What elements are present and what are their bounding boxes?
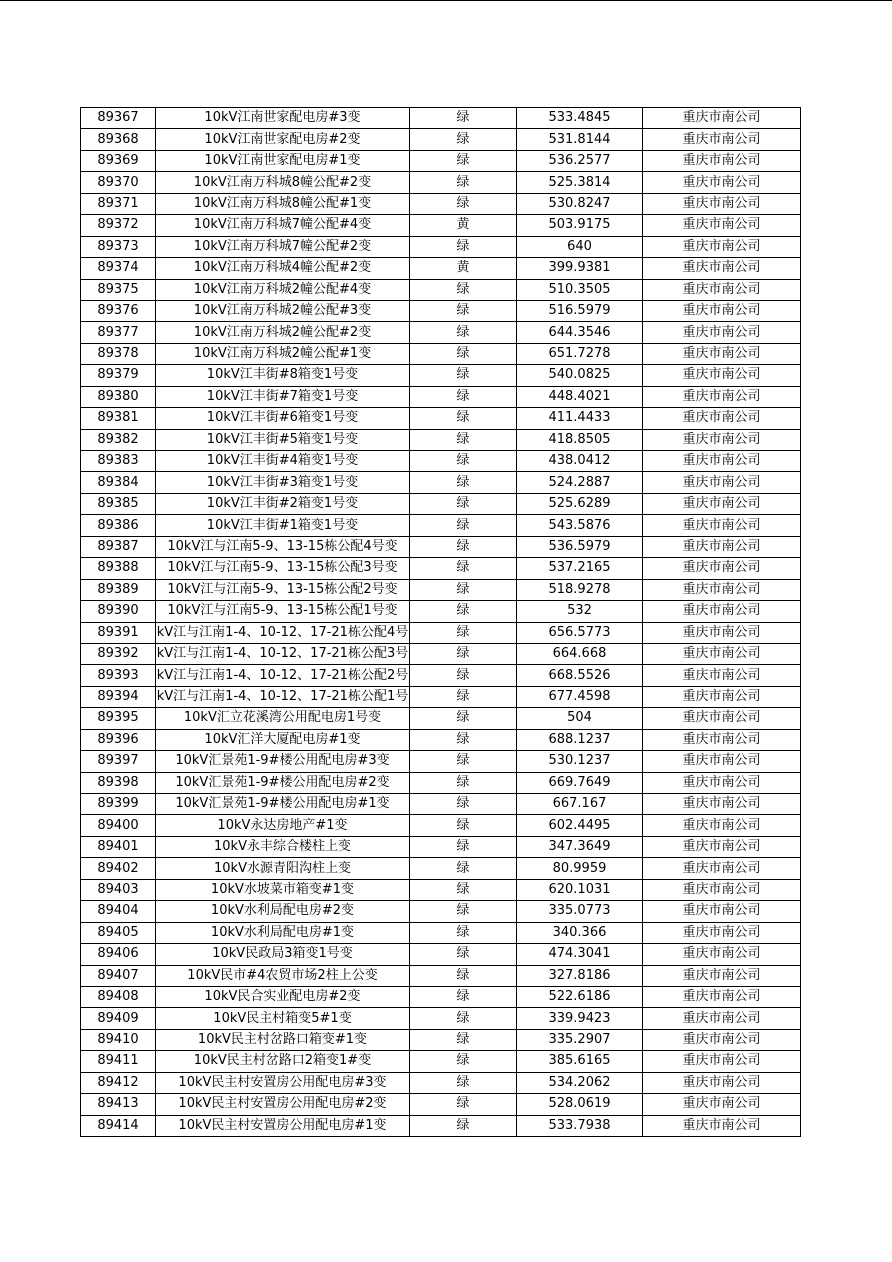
cell-name: kV江与江南1-4、10-12、17-21栋公配1号 <box>156 686 410 707</box>
cell-id: 89395 <box>81 708 156 729</box>
table-row <box>81 408 801 429</box>
cell-company: 重庆市南公司 <box>643 343 801 364</box>
cell-status: 绿 <box>410 601 517 622</box>
cell-value: 537.2165 <box>517 558 643 579</box>
cell-name: 10kV江南世家配电房#1变 <box>156 150 410 171</box>
cell-company: 重庆市南公司 <box>643 129 801 150</box>
table-row <box>81 193 801 214</box>
table-row <box>81 451 801 472</box>
table-row <box>81 129 801 150</box>
cell-company: 重庆市南公司 <box>643 451 801 472</box>
table-row <box>81 536 801 557</box>
cell-value: 522.6186 <box>517 986 643 1007</box>
cell-company: 重庆市南公司 <box>643 1029 801 1050</box>
cell-status: 绿 <box>410 965 517 986</box>
table-row <box>81 365 801 386</box>
cell-status: 绿 <box>410 386 517 407</box>
table-row <box>81 493 801 514</box>
cell-status: 绿 <box>410 1008 517 1029</box>
cell-company: 重庆市南公司 <box>643 386 801 407</box>
cell-status: 绿 <box>410 729 517 750</box>
cell-id: 89368 <box>81 129 156 150</box>
cell-value: 339.9423 <box>517 1008 643 1029</box>
cell-company: 重庆市南公司 <box>643 215 801 236</box>
table-row <box>81 1029 801 1050</box>
cell-status: 绿 <box>410 193 517 214</box>
cell-value: 411.4433 <box>517 408 643 429</box>
table-row <box>81 386 801 407</box>
cell-company: 重庆市南公司 <box>643 1008 801 1029</box>
cell-id: 89404 <box>81 901 156 922</box>
cell-value: 347.3649 <box>517 836 643 857</box>
cell-value: 534.2062 <box>517 1072 643 1093</box>
cell-id: 89388 <box>81 558 156 579</box>
cell-status: 黄 <box>410 215 517 236</box>
cell-company: 重庆市南公司 <box>643 322 801 343</box>
cell-company: 重庆市南公司 <box>643 965 801 986</box>
transformer-table <box>80 107 801 1137</box>
cell-id: 89387 <box>81 536 156 557</box>
cell-id: 89390 <box>81 601 156 622</box>
cell-value: 530.1237 <box>517 751 643 772</box>
cell-id: 89400 <box>81 815 156 836</box>
cell-id: 89392 <box>81 643 156 664</box>
table-row <box>81 1115 801 1136</box>
table-row <box>81 858 801 879</box>
cell-company: 重庆市南公司 <box>643 1094 801 1115</box>
cell-value: 651.7278 <box>517 343 643 364</box>
cell-status: 绿 <box>410 1115 517 1136</box>
cell-status: 绿 <box>410 365 517 386</box>
cell-id: 89385 <box>81 493 156 514</box>
cell-status: 绿 <box>410 1051 517 1072</box>
cell-name: 10kV水利局配电房#2变 <box>156 901 410 922</box>
cell-status: 绿 <box>410 429 517 450</box>
cell-id: 89373 <box>81 236 156 257</box>
cell-status: 绿 <box>410 751 517 772</box>
cell-status: 绿 <box>410 686 517 707</box>
cell-name: 10kV民主村安置房公用配电房#3变 <box>156 1072 410 1093</box>
cell-company: 重庆市南公司 <box>643 815 801 836</box>
table-row <box>81 150 801 171</box>
cell-name: 10kV汇洋大厦配电房#1变 <box>156 729 410 750</box>
cell-id: 89403 <box>81 879 156 900</box>
cell-id: 89376 <box>81 300 156 321</box>
cell-name: 10kV江丰街#2箱变1号变 <box>156 493 410 514</box>
cell-company: 重庆市南公司 <box>643 558 801 579</box>
table-row <box>81 665 801 686</box>
cell-name: 10kV汇景苑1-9#楼公用配电房#1变 <box>156 794 410 815</box>
cell-company: 重庆市南公司 <box>643 794 801 815</box>
cell-value: 385.6165 <box>517 1051 643 1072</box>
cell-value: 516.5979 <box>517 300 643 321</box>
table-row <box>81 215 801 236</box>
table-row <box>81 708 801 729</box>
cell-status: 绿 <box>410 408 517 429</box>
cell-id: 89386 <box>81 515 156 536</box>
cell-name: 10kV民合实业配电房#2变 <box>156 986 410 1007</box>
table-row <box>81 643 801 664</box>
cell-company: 重庆市南公司 <box>643 729 801 750</box>
table-row <box>81 1051 801 1072</box>
cell-status: 绿 <box>410 1094 517 1115</box>
table-row <box>81 1072 801 1093</box>
table-row <box>81 815 801 836</box>
cell-company: 重庆市南公司 <box>643 772 801 793</box>
cell-name: 10kV江南万科城2幢公配#4变 <box>156 279 410 300</box>
cell-id: 89402 <box>81 858 156 879</box>
cell-value: 335.0773 <box>517 901 643 922</box>
table-row <box>81 1008 801 1029</box>
cell-name: 10kV江与江南5-9、13-15栋公配4号变 <box>156 536 410 557</box>
cell-company: 重庆市南公司 <box>643 665 801 686</box>
cell-value: 543.5876 <box>517 515 643 536</box>
cell-id: 89396 <box>81 729 156 750</box>
cell-id: 89367 <box>81 108 156 129</box>
cell-name: 10kV江南万科城8幢公配#2变 <box>156 172 410 193</box>
cell-id: 89413 <box>81 1094 156 1115</box>
table-row <box>81 772 801 793</box>
cell-value: 644.3546 <box>517 322 643 343</box>
cell-value: 399.9381 <box>517 258 643 279</box>
cell-status: 绿 <box>410 836 517 857</box>
table-row <box>81 729 801 750</box>
cell-id: 89389 <box>81 579 156 600</box>
cell-company: 重庆市南公司 <box>643 879 801 900</box>
cell-status: 绿 <box>410 279 517 300</box>
cell-name: 10kV永达房地产#1变 <box>156 815 410 836</box>
cell-value: 340.366 <box>517 922 643 943</box>
cell-status: 绿 <box>410 643 517 664</box>
cell-value: 525.6289 <box>517 493 643 514</box>
cell-company: 重庆市南公司 <box>643 1072 801 1093</box>
table-row <box>81 944 801 965</box>
cell-name: 10kV江与江南5-9、13-15栋公配3号变 <box>156 558 410 579</box>
cell-status: 绿 <box>410 536 517 557</box>
cell-name: 10kV江南万科城4幢公配#2变 <box>156 258 410 279</box>
table-row <box>81 751 801 772</box>
table-row <box>81 515 801 536</box>
cell-status: 绿 <box>410 150 517 171</box>
cell-id: 89382 <box>81 429 156 450</box>
cell-id: 89369 <box>81 150 156 171</box>
cell-id: 89394 <box>81 686 156 707</box>
cell-id: 89380 <box>81 386 156 407</box>
cell-name: 10kV汇景苑1-9#楼公用配电房#3变 <box>156 751 410 772</box>
cell-company: 重庆市南公司 <box>643 944 801 965</box>
cell-id: 89408 <box>81 986 156 1007</box>
cell-name: 10kV民政局3箱变1号变 <box>156 944 410 965</box>
cell-id: 89401 <box>81 836 156 857</box>
cell-status: 绿 <box>410 879 517 900</box>
cell-status: 绿 <box>410 901 517 922</box>
cell-value: 474.3041 <box>517 944 643 965</box>
cell-value: 540.0825 <box>517 365 643 386</box>
cell-name: 10kV江丰街#6箱变1号变 <box>156 408 410 429</box>
table-row <box>81 108 801 129</box>
cell-company: 重庆市南公司 <box>643 1051 801 1072</box>
cell-id: 89375 <box>81 279 156 300</box>
table-row <box>81 343 801 364</box>
cell-value: 448.4021 <box>517 386 643 407</box>
cell-id: 89409 <box>81 1008 156 1029</box>
cell-company: 重庆市南公司 <box>643 601 801 622</box>
cell-id: 89383 <box>81 451 156 472</box>
cell-company: 重庆市南公司 <box>643 108 801 129</box>
cell-value: 504 <box>517 708 643 729</box>
cell-company: 重庆市南公司 <box>643 300 801 321</box>
cell-company: 重庆市南公司 <box>643 1115 801 1136</box>
cell-name: 10kV江南万科城2幢公配#2变 <box>156 322 410 343</box>
cell-id: 89397 <box>81 751 156 772</box>
cell-name: 10kV江丰街#5箱变1号变 <box>156 429 410 450</box>
cell-value: 536.5979 <box>517 536 643 557</box>
table-row <box>81 279 801 300</box>
cell-name: kV江与江南1-4、10-12、17-21栋公配2号 <box>156 665 410 686</box>
cell-id: 89406 <box>81 944 156 965</box>
cell-id: 89405 <box>81 922 156 943</box>
cell-name: 10kV江南世家配电房#3变 <box>156 108 410 129</box>
cell-value: 525.3814 <box>517 172 643 193</box>
cell-name: 10kV江南万科城2幢公配#1变 <box>156 343 410 364</box>
cell-id: 89370 <box>81 172 156 193</box>
cell-company: 重庆市南公司 <box>643 515 801 536</box>
cell-name: 10kV江丰街#4箱变1号变 <box>156 451 410 472</box>
table-row <box>81 236 801 257</box>
cell-name: 10kV江丰街#7箱变1号变 <box>156 386 410 407</box>
cell-status: 绿 <box>410 922 517 943</box>
table-row <box>81 901 801 922</box>
cell-id: 89384 <box>81 472 156 493</box>
cell-name: 10kV江丰街#3箱变1号变 <box>156 472 410 493</box>
cell-name: 10kV永丰综合楼柱上变 <box>156 836 410 857</box>
cell-value: 528.0619 <box>517 1094 643 1115</box>
cell-value: 668.5526 <box>517 665 643 686</box>
cell-id: 89412 <box>81 1072 156 1093</box>
cell-status: 绿 <box>410 708 517 729</box>
cell-value: 530.8247 <box>517 193 643 214</box>
cell-name: 10kV江与江南5-9、13-15栋公配2号变 <box>156 579 410 600</box>
cell-id: 89381 <box>81 408 156 429</box>
cell-value: 640 <box>517 236 643 257</box>
cell-value: 669.7649 <box>517 772 643 793</box>
cell-company: 重庆市南公司 <box>643 922 801 943</box>
cell-value: 656.5773 <box>517 622 643 643</box>
cell-company: 重庆市南公司 <box>643 622 801 643</box>
cell-status: 绿 <box>410 622 517 643</box>
table-row <box>81 794 801 815</box>
cell-name: 10kV江南万科城8幢公配#1变 <box>156 193 410 214</box>
cell-company: 重庆市南公司 <box>643 986 801 1007</box>
table-row <box>81 579 801 600</box>
cell-value: 533.4845 <box>517 108 643 129</box>
cell-status: 绿 <box>410 343 517 364</box>
table-row <box>81 558 801 579</box>
cell-value: 532 <box>517 601 643 622</box>
cell-status: 绿 <box>410 236 517 257</box>
table-row <box>81 472 801 493</box>
cell-id: 89410 <box>81 1029 156 1050</box>
cell-value: 688.1237 <box>517 729 643 750</box>
cell-status: 绿 <box>410 815 517 836</box>
cell-company: 重庆市南公司 <box>643 901 801 922</box>
cell-status: 绿 <box>410 172 517 193</box>
cell-id: 89374 <box>81 258 156 279</box>
cell-value: 667.167 <box>517 794 643 815</box>
cell-id: 89407 <box>81 965 156 986</box>
cell-status: 绿 <box>410 451 517 472</box>
cell-value: 524.2887 <box>517 472 643 493</box>
table-row <box>81 172 801 193</box>
cell-status: 绿 <box>410 472 517 493</box>
cell-name: 10kV水利局配电房#1变 <box>156 922 410 943</box>
cell-value: 677.4598 <box>517 686 643 707</box>
cell-company: 重庆市南公司 <box>643 408 801 429</box>
table-row <box>81 601 801 622</box>
cell-status: 绿 <box>410 493 517 514</box>
cell-id: 89414 <box>81 1115 156 1136</box>
cell-value: 510.3505 <box>517 279 643 300</box>
cell-id: 89379 <box>81 365 156 386</box>
cell-value: 438.0412 <box>517 451 643 472</box>
cell-value: 327.8186 <box>517 965 643 986</box>
cell-value: 80.9959 <box>517 858 643 879</box>
cell-status: 绿 <box>410 944 517 965</box>
cell-company: 重庆市南公司 <box>643 150 801 171</box>
cell-value: 620.1031 <box>517 879 643 900</box>
cell-company: 重庆市南公司 <box>643 193 801 214</box>
cell-name: 10kV民主村安置房公用配电房#1变 <box>156 1115 410 1136</box>
cell-company: 重庆市南公司 <box>643 172 801 193</box>
cell-id: 89372 <box>81 215 156 236</box>
cell-company: 重庆市南公司 <box>643 686 801 707</box>
cell-name: 10kV民主村安置房公用配电房#2变 <box>156 1094 410 1115</box>
cell-name: 10kV江南万科城7幢公配#2变 <box>156 236 410 257</box>
table-row <box>81 300 801 321</box>
cell-company: 重庆市南公司 <box>643 279 801 300</box>
cell-company: 重庆市南公司 <box>643 472 801 493</box>
cell-status: 绿 <box>410 986 517 1007</box>
cell-name: 10kV江与江南5-9、13-15栋公配1号变 <box>156 601 410 622</box>
table-body <box>81 108 801 1137</box>
cell-id: 89393 <box>81 665 156 686</box>
cell-company: 重庆市南公司 <box>643 536 801 557</box>
cell-value: 503.9175 <box>517 215 643 236</box>
cell-name: 10kV民主村岔路口2箱变1#变 <box>156 1051 410 1072</box>
table-row <box>81 1094 801 1115</box>
cell-id: 89371 <box>81 193 156 214</box>
cell-value: 418.8505 <box>517 429 643 450</box>
cell-value: 536.2577 <box>517 150 643 171</box>
cell-status: 绿 <box>410 579 517 600</box>
cell-status: 绿 <box>410 1029 517 1050</box>
cell-id: 89398 <box>81 772 156 793</box>
cell-status: 绿 <box>410 300 517 321</box>
cell-company: 重庆市南公司 <box>643 836 801 857</box>
cell-id: 89399 <box>81 794 156 815</box>
cell-company: 重庆市南公司 <box>643 708 801 729</box>
cell-name: kV江与江南1-4、10-12、17-21栋公配3号 <box>156 643 410 664</box>
cell-name: kV江与江南1-4、10-12、17-21栋公配4号 <box>156 622 410 643</box>
cell-status: 绿 <box>410 558 517 579</box>
cell-company: 重庆市南公司 <box>643 236 801 257</box>
cell-status: 绿 <box>410 515 517 536</box>
table-row <box>81 686 801 707</box>
cell-status: 黄 <box>410 258 517 279</box>
cell-name: 10kV江南世家配电房#2变 <box>156 129 410 150</box>
cell-status: 绿 <box>410 858 517 879</box>
table-row <box>81 922 801 943</box>
cell-name: 10kV水源青阳沟柱上变 <box>156 858 410 879</box>
cell-name: 10kV水坡菜市箱变#1变 <box>156 879 410 900</box>
cell-value: 533.7938 <box>517 1115 643 1136</box>
cell-status: 绿 <box>410 108 517 129</box>
cell-name: 10kV江南万科城2幢公配#3变 <box>156 300 410 321</box>
cell-company: 重庆市南公司 <box>643 258 801 279</box>
cell-company: 重庆市南公司 <box>643 579 801 600</box>
cell-name: 10kV江丰街#8箱变1号变 <box>156 365 410 386</box>
cell-id: 89411 <box>81 1051 156 1072</box>
table-row <box>81 322 801 343</box>
cell-name: 10kV江南万科城7幢公配#4变 <box>156 215 410 236</box>
cell-status: 绿 <box>410 1072 517 1093</box>
cell-status: 绿 <box>410 322 517 343</box>
cell-name: 10kV汇立花溪湾公用配电房1号变 <box>156 708 410 729</box>
cell-company: 重庆市南公司 <box>643 429 801 450</box>
cell-id: 89391 <box>81 622 156 643</box>
table-row <box>81 836 801 857</box>
cell-value: 602.4495 <box>517 815 643 836</box>
cell-id: 89377 <box>81 322 156 343</box>
table-row <box>81 879 801 900</box>
cell-name: 10kV民市#4农贸市场2柱上公变 <box>156 965 410 986</box>
cell-status: 绿 <box>410 129 517 150</box>
cell-company: 重庆市南公司 <box>643 858 801 879</box>
cell-company: 重庆市南公司 <box>643 643 801 664</box>
table-row <box>81 965 801 986</box>
cell-status: 绿 <box>410 794 517 815</box>
cell-company: 重庆市南公司 <box>643 493 801 514</box>
table-row <box>81 258 801 279</box>
cell-value: 335.2907 <box>517 1029 643 1050</box>
cell-value: 531.8144 <box>517 129 643 150</box>
table-row <box>81 622 801 643</box>
cell-name: 10kV民主村岔路口箱变#1变 <box>156 1029 410 1050</box>
cell-company: 重庆市南公司 <box>643 365 801 386</box>
page-top-border <box>0 0 892 1</box>
cell-status: 绿 <box>410 772 517 793</box>
table-row <box>81 986 801 1007</box>
cell-name: 10kV民主村箱变5#1变 <box>156 1008 410 1029</box>
cell-name: 10kV江丰街#1箱变1号变 <box>156 515 410 536</box>
table-row <box>81 429 801 450</box>
cell-value: 664.668 <box>517 643 643 664</box>
cell-status: 绿 <box>410 665 517 686</box>
cell-id: 89378 <box>81 343 156 364</box>
cell-name: 10kV汇景苑1-9#楼公用配电房#2变 <box>156 772 410 793</box>
cell-value: 518.9278 <box>517 579 643 600</box>
cell-company: 重庆市南公司 <box>643 751 801 772</box>
